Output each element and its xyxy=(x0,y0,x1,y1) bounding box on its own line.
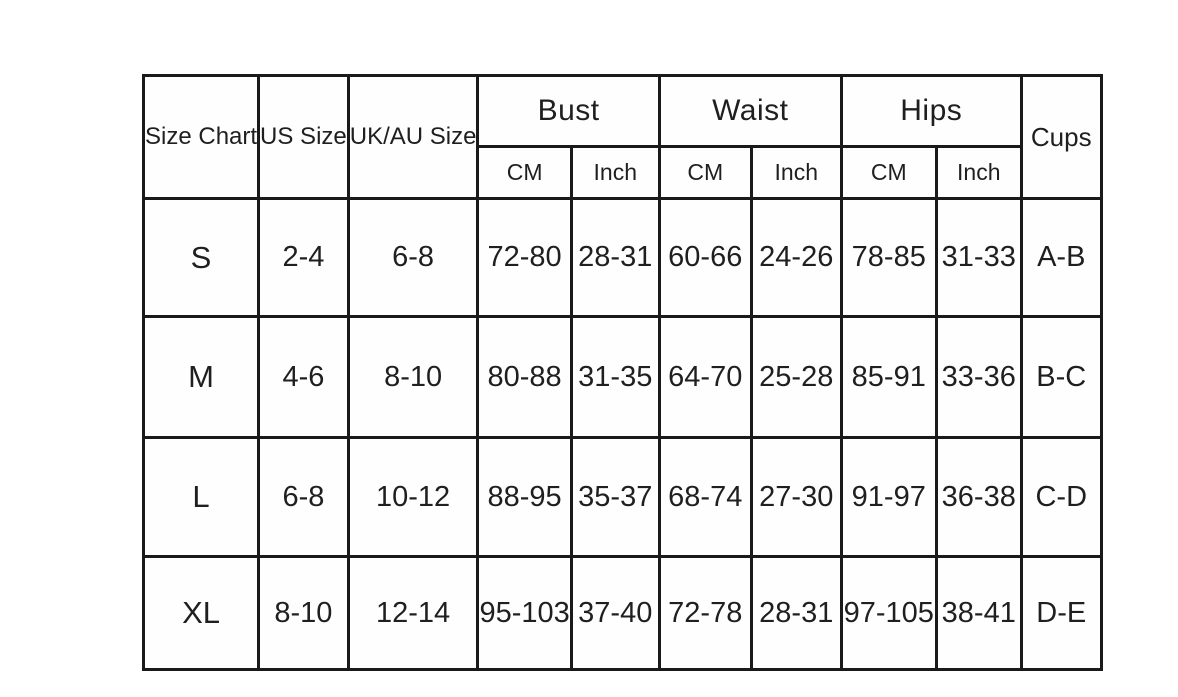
cell-size: M xyxy=(144,317,259,438)
header-us-size: US Size xyxy=(259,76,349,199)
cell-size: XL xyxy=(144,557,259,670)
cell-hips-inch: 31-33 xyxy=(936,199,1021,317)
cell-uk-au-size: 10-12 xyxy=(348,438,478,557)
header-hips-inch: Inch xyxy=(936,147,1021,199)
cell-waist-inch: 24-26 xyxy=(751,199,841,317)
cell-us-size: 6-8 xyxy=(259,438,349,557)
cell-uk-au-size: 8-10 xyxy=(348,317,478,438)
cell-uk-au-size: 12-14 xyxy=(348,557,478,670)
header-bust: Bust xyxy=(478,76,659,147)
cell-size: S xyxy=(144,199,259,317)
header-uk-au-size: UK/AU Size xyxy=(348,76,478,199)
header-size-chart: Size Chart xyxy=(144,76,259,199)
header-hips-cm: CM xyxy=(841,147,936,199)
cell-hips-inch: 38-41 xyxy=(936,557,1021,670)
cell-waist-cm: 64-70 xyxy=(659,317,751,438)
cell-cups: D-E xyxy=(1021,557,1101,670)
cell-bust-inch: 35-37 xyxy=(571,438,659,557)
header-waist-cm: CM xyxy=(659,147,751,199)
cell-waist-cm: 72-78 xyxy=(659,557,751,670)
cell-us-size: 2-4 xyxy=(259,199,349,317)
cell-uk-au-size: 6-8 xyxy=(348,199,478,317)
cell-waist-cm: 60-66 xyxy=(659,199,751,317)
cell-bust-cm: 72-80 xyxy=(478,199,571,317)
cell-hips-cm: 85-91 xyxy=(841,317,936,438)
cell-bust-inch: 28-31 xyxy=(571,199,659,317)
cell-waist-inch: 27-30 xyxy=(751,438,841,557)
header-bust-inch: Inch xyxy=(571,147,659,199)
table-row-xl xyxy=(144,557,1102,670)
cell-us-size: 4-6 xyxy=(259,317,349,438)
size-chart-table xyxy=(142,74,1103,671)
cell-waist-inch: 25-28 xyxy=(751,317,841,438)
cell-waist-inch: 28-31 xyxy=(751,557,841,670)
cell-waist-cm: 68-74 xyxy=(659,438,751,557)
header-waist: Waist xyxy=(659,76,841,147)
cell-hips-cm: 91-97 xyxy=(841,438,936,557)
cell-bust-cm: 95-103 xyxy=(478,557,571,670)
cell-bust-cm: 80-88 xyxy=(478,317,571,438)
table-row-l xyxy=(144,438,1102,557)
cell-hips-cm: 97-105 xyxy=(841,557,936,670)
cell-bust-inch: 37-40 xyxy=(571,557,659,670)
table-row-s xyxy=(144,199,1102,317)
cell-cups: C-D xyxy=(1021,438,1101,557)
cell-us-size: 8-10 xyxy=(259,557,349,670)
cell-cups: A-B xyxy=(1021,199,1101,317)
cell-bust-cm: 88-95 xyxy=(478,438,571,557)
cell-hips-inch: 36-38 xyxy=(936,438,1021,557)
header-hips: Hips xyxy=(841,76,1021,147)
table-row-m xyxy=(144,317,1102,438)
header-bust-cm: CM xyxy=(478,147,571,199)
header-waist-inch: Inch xyxy=(751,147,841,199)
header-cups: Cups xyxy=(1021,76,1101,199)
cell-size: L xyxy=(144,438,259,557)
cell-hips-cm: 78-85 xyxy=(841,199,936,317)
cell-cups: B-C xyxy=(1021,317,1101,438)
cell-hips-inch: 33-36 xyxy=(936,317,1021,438)
cell-bust-inch: 31-35 xyxy=(571,317,659,438)
